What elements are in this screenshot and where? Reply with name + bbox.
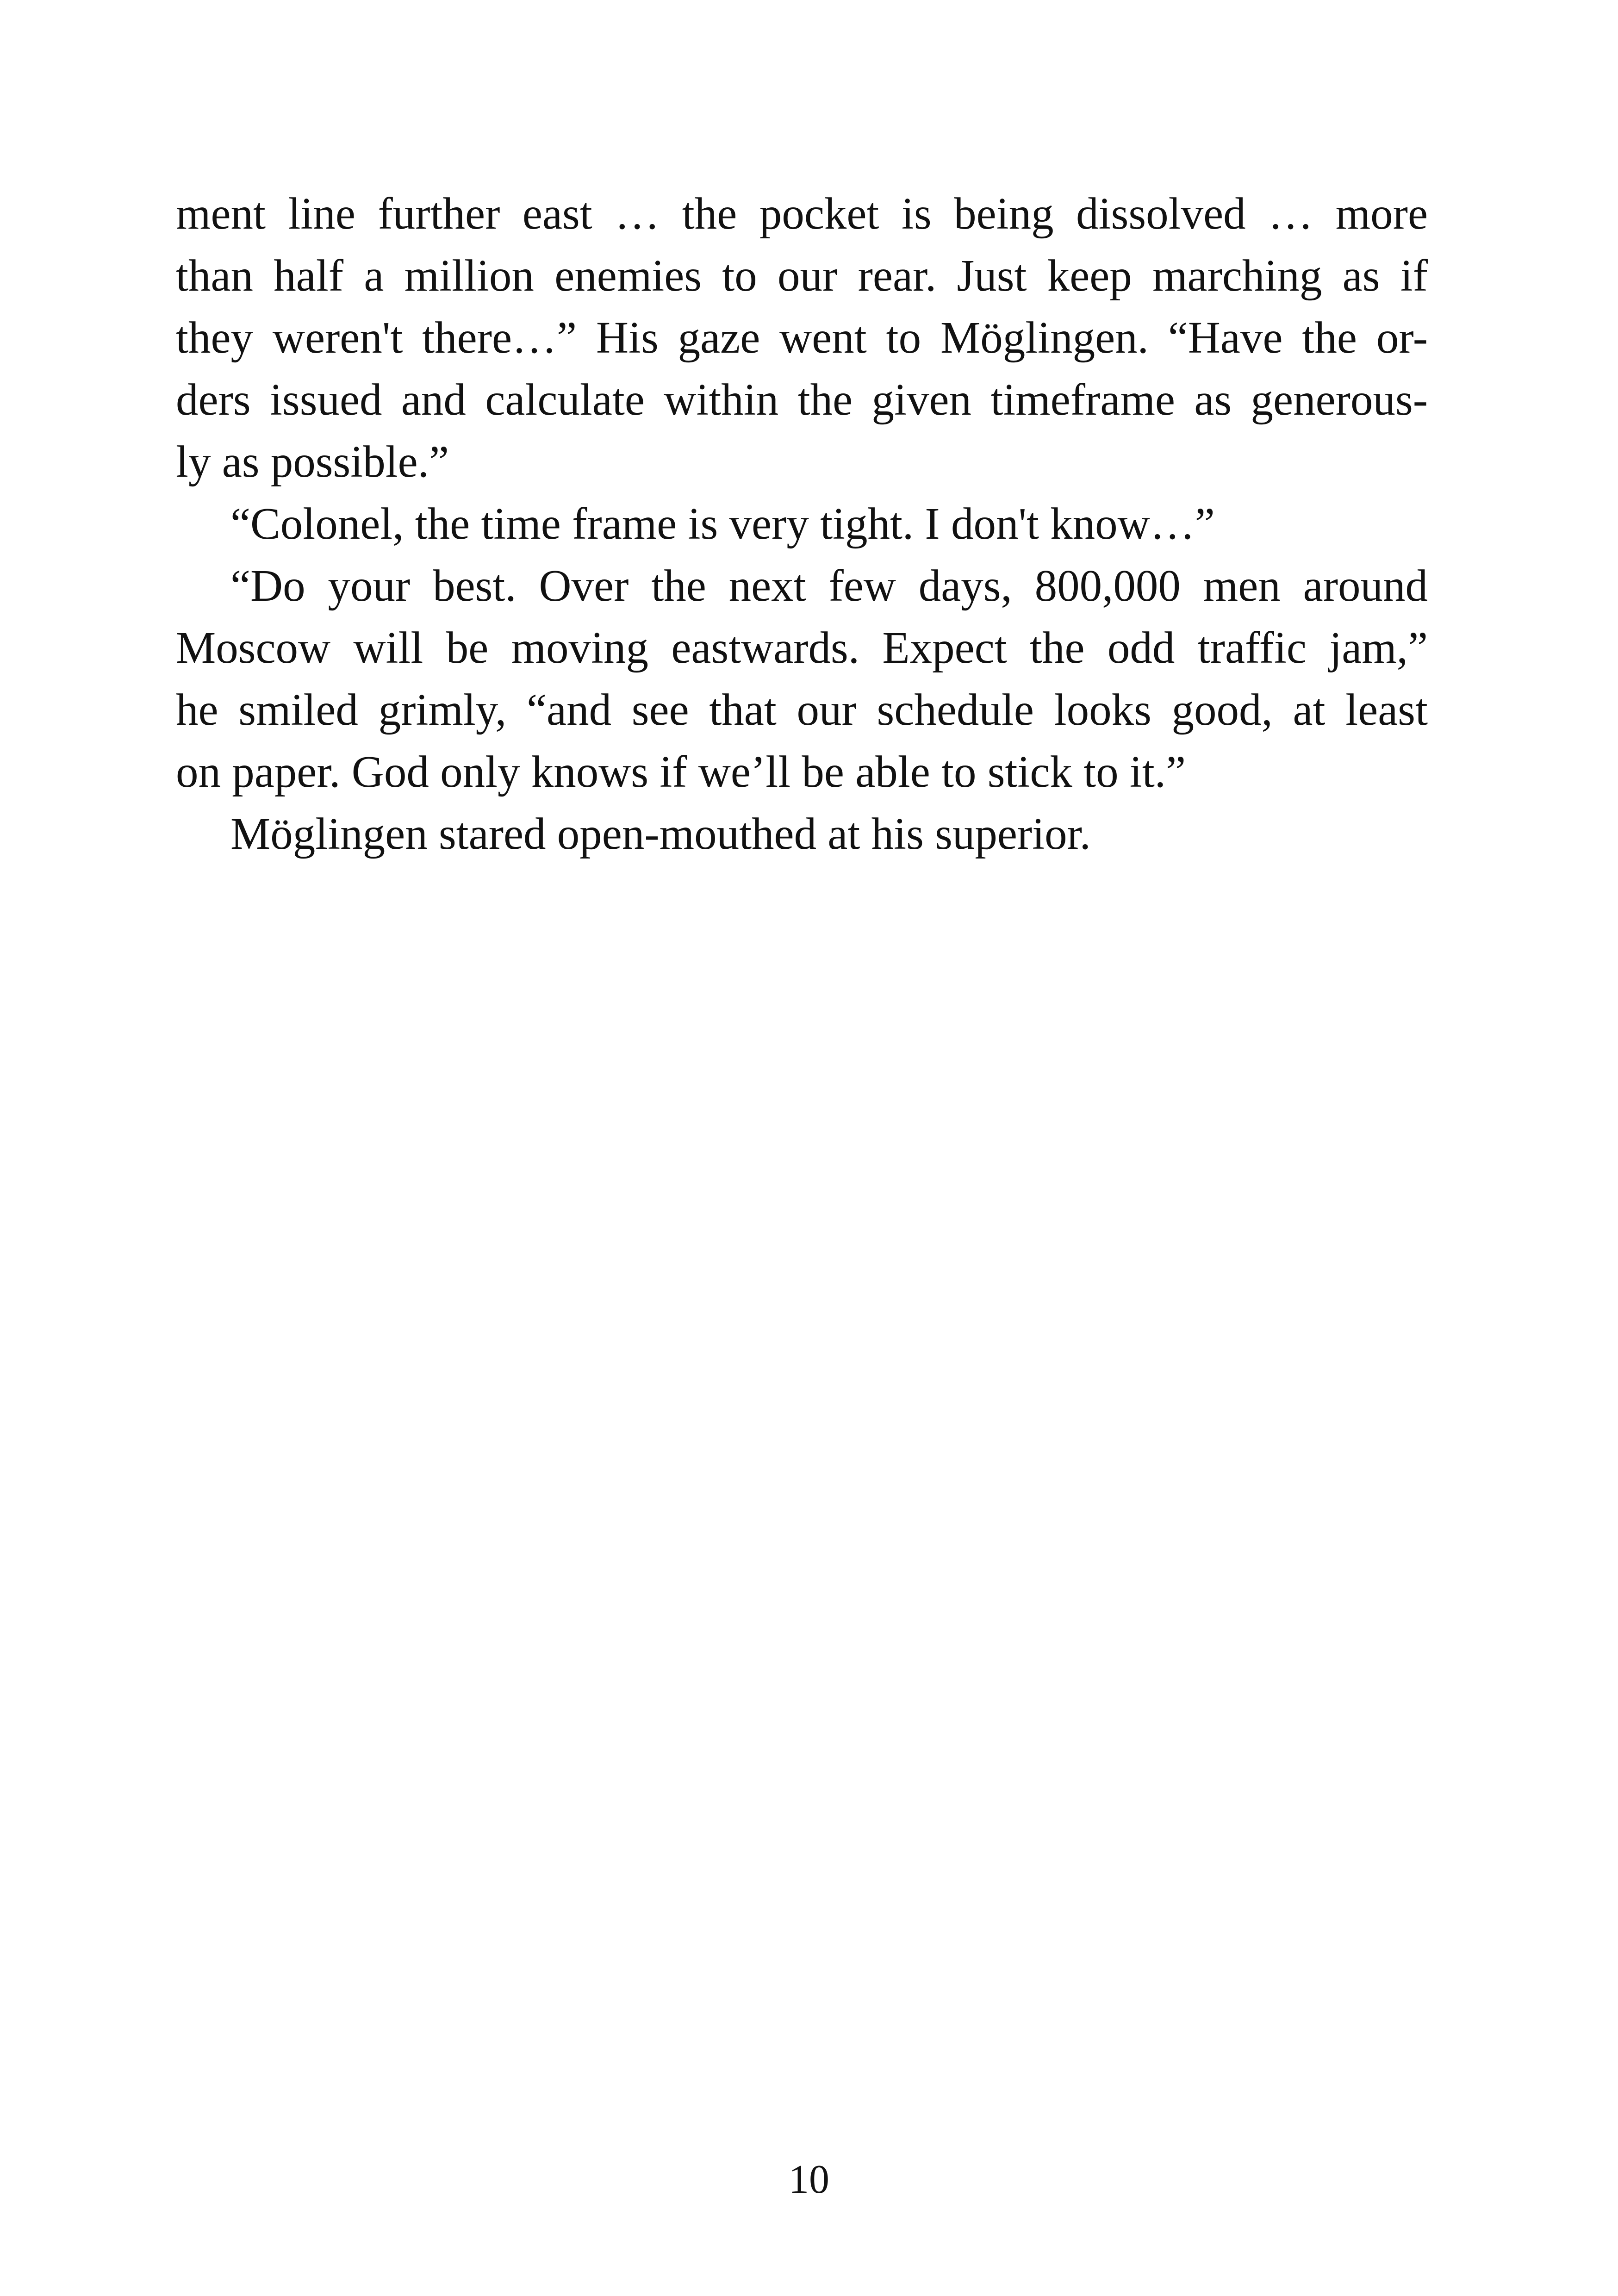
text-line: ment line further east … the pocket is being dissolved … more — [176, 189, 1428, 238]
text-line: ders issued and calculate within the given timeframe as generous- — [176, 375, 1428, 424]
text-line: on paper. God only knows if we’ll be able to stick to it.” — [176, 747, 1186, 796]
body-text — [176, 183, 1428, 865]
text-line: “Do your best. Over the next few days, 800,000 men around — [230, 561, 1428, 610]
text-line: ly as possible.” — [176, 437, 449, 486]
page-number: 10 — [789, 2157, 829, 2202]
text-line: they weren't there…” His gaze went to Möglingen. “Have the or- — [176, 313, 1428, 362]
text-line: Moscow will be moving eastwards. Expect the odd traffic jam,” — [176, 623, 1428, 672]
text-line: “Colonel, the time frame is very tight. I don't know…” — [230, 499, 1215, 548]
text-line: Möglingen stared open-mouthed at his superior. — [230, 809, 1091, 859]
text-line: he smiled grimly, “and see that our schedule looks good, at least — [176, 685, 1428, 734]
text-line: than half a million enemies to our rear. Just keep marching as if — [176, 251, 1428, 300]
